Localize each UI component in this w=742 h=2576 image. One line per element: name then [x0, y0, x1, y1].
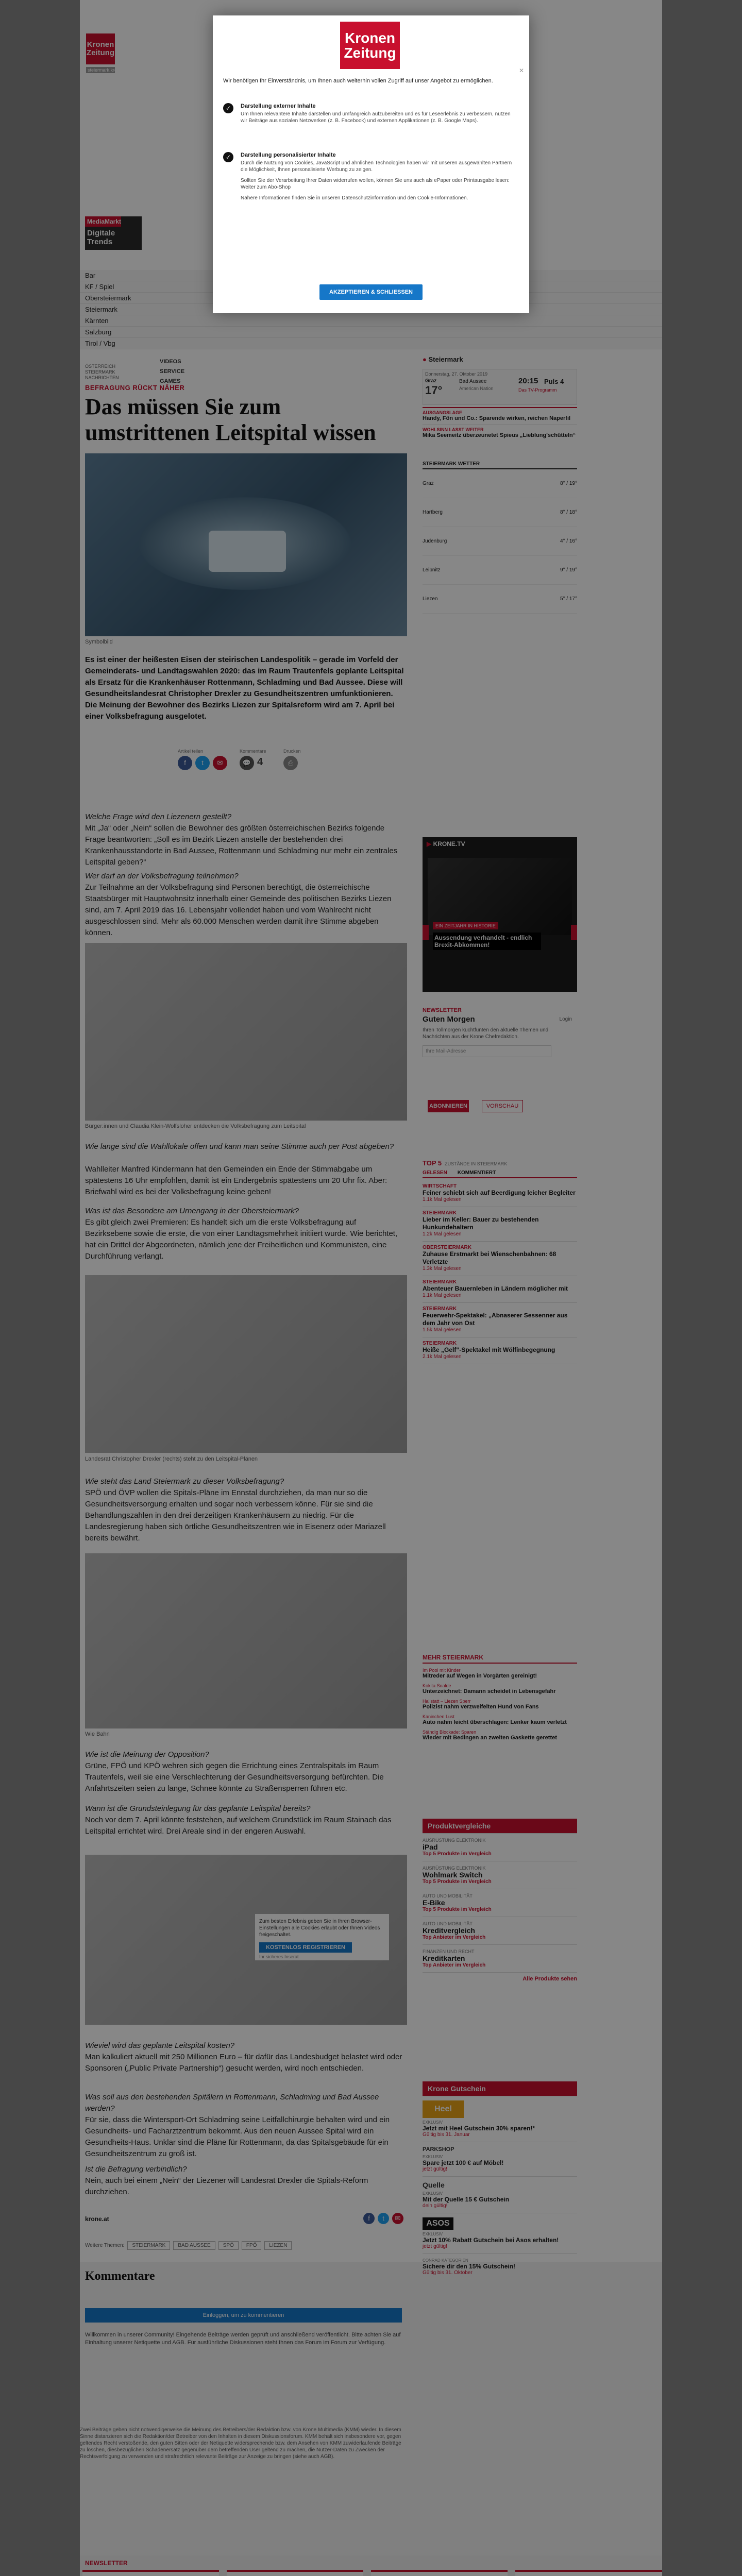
- product-title: Kreditvergleich: [423, 1926, 475, 1935]
- top5-cat: OBERSTEIERMARK: [423, 1245, 472, 1250]
- image-2-caption: Bürger:innen und Claudia Klein-Wolfsloher entdecken die Volksbefragung zum Leitspital: [85, 1123, 306, 1129]
- sidebar-newsletter-label: NEWSLETTER: [423, 1007, 462, 1013]
- product-cat: FINANZEN UND RECHT: [423, 1949, 475, 1954]
- voucher-logo: Heel: [423, 2100, 464, 2118]
- voucher-item-title: Jetzt mit Heel Gutschein 30% sparen!*: [423, 2125, 535, 2132]
- weather-temp: 17°: [425, 384, 443, 397]
- nav-link[interactable]: Tirol / Vbg: [80, 338, 662, 349]
- checkmark-icon[interactable]: ✓: [223, 152, 233, 162]
- newsletter-band-label: NEWSLETTER: [85, 2560, 128, 2567]
- top5-tab-commented[interactable]: KOMMENTIERT: [457, 1170, 496, 1176]
- product-cat: AUTO UND MOBILITÄT: [423, 1893, 473, 1899]
- accept-button[interactable]: AKZEPTIEREN & SCHLIESSEN: [319, 284, 423, 300]
- sidebar-newsletter-login[interactable]: Login: [559, 1016, 572, 1022]
- consent-item-text: Durch die Nutzung von Cookies, JavaScript und ähnlichen Technologien haben wir mit unseren ausgewählten Partnern die Möglichkeit, Ihnen personalisierte Werbung zu zeigen.: [241, 160, 512, 173]
- product-cat: AUTO UND MOBILITÄT: [423, 1921, 473, 1926]
- article-kicker: BEFRAGUNG RÜCKT NÄHER: [85, 384, 185, 392]
- crumb-c[interactable]: NACHRICHTEN: [85, 375, 119, 380]
- weather-row-city: Graz: [423, 481, 434, 486]
- voucher-tag: EXKLUSIV: [423, 2191, 443, 2196]
- sidebar-subscribe-button[interactable]: ABONNIEREN: [428, 1100, 469, 1112]
- sidebar-newsletter-text: Ihren Tollmorgen kuchtfunten den aktuelle Themen und Nachrichten aus der Krone Chefredaktion.: [423, 1027, 549, 1040]
- news-title: Mika Seemeitz überzeunetet Spieus „Lieblung'schütteln“: [423, 432, 576, 438]
- popup-sub: Ihr sicheres Inserat: [259, 1954, 299, 1959]
- top5-meta: 1.1k Mal gelesen: [423, 1293, 462, 1298]
- weather-table-title: STEIERMARK WETTER: [423, 461, 577, 469]
- more-item-title: Polizist nahm verzweifelten Hund von Fans: [423, 1704, 539, 1710]
- mail-icon[interactable]: ✉: [213, 756, 227, 770]
- tv-sub: Das TV-Programm: [518, 387, 557, 393]
- top5-item-title: Feuerwehr-Spektakel: „Abnaserer Sessenner aus dem Jahr von Ost: [423, 1312, 568, 1327]
- print-icon: ⎙: [283, 756, 298, 770]
- question-5: Wie steht das Land Steiermark zu dieser Volksbefragung?: [85, 1477, 284, 1486]
- top5-title: TOP 5: [423, 1159, 442, 1167]
- consent-modal: [213, 15, 529, 313]
- sidebar-newsletter-name: Guten Morgen: [423, 1015, 475, 1024]
- voucher-tag: EXKLUSIV: [423, 2232, 443, 2236]
- location-icon: ●: [423, 355, 427, 363]
- tag-chip[interactable]: FPÖ: [242, 2241, 262, 2250]
- question-9: Was soll aus den bestehenden Spitälern in Rottenmann, Schladming und Bad Aussee werden?: [85, 2093, 379, 2113]
- voucher-logo: PARKSHOP: [423, 2146, 454, 2153]
- tag-chip[interactable]: LIEZEN: [264, 2241, 292, 2250]
- image-4-caption: Wie Bahn: [85, 1731, 110, 1737]
- question-4: Was ist das Besondere am Urnengang in der Obersteiermark?: [85, 1207, 299, 1215]
- news-title: Handy, Fön und Co.: Sparende wirken, reichen Naperfil: [423, 415, 571, 421]
- weather-row-temp: 5° / 17°: [560, 596, 577, 602]
- tab-service[interactable]: SERVICE: [160, 368, 185, 375]
- play-icon: ▶: [427, 840, 432, 848]
- top5-meta: 1.2k Mal gelesen: [423, 1231, 462, 1237]
- answer-6: Grüne, FPÖ und KPÖ wehren sich gegen die Errichtung eines Zentralspitals im Raum Trautenfels, weil sie eine Verschlechterung der Gesundheitsversorgung befürchten. Die Anfahrtszeiten seien zu lange, Schnee könnte zu Straßensperren führen etc.: [85, 1761, 384, 1793]
- answer-4: Es gibt gleich zwei Premieren: Es handelt sich um die erste Volksbefragung auf Bezirksebene sowie die erste, die von einer Landtagsmehrheit initiiert wurde. Wie berichtet, hat ein Drittel der Abgeordneten, nämlich jene der Freiheitlichen und Kommunisten, eine Durchführung verlangt.: [85, 1218, 398, 1261]
- tv-channel: Puls 4: [544, 378, 564, 385]
- voucher-item-title: Spare jetzt 100 € auf Möbel!: [423, 2159, 504, 2166]
- ad-sub: Digitale Trends: [87, 229, 115, 246]
- top5-item-title: Zuhause Erstmarkt bei Wienschenbahnen: 68 Verletzte: [423, 1250, 556, 1265]
- consent-item-title: Darstellung externer Inhalte: [241, 103, 316, 109]
- product-title: E-Bike: [423, 1899, 445, 1907]
- voucher-valid: jetzt gültig!: [423, 2166, 447, 2172]
- top5-meta: 2.1k Mal gelesen: [423, 1354, 462, 1360]
- close-icon[interactable]: ✕: [518, 67, 524, 74]
- consent-abo-note[interactable]: Sollten Sie der Verarbeitung Ihrer Daten widerrufen wollen, können Sie uns auch als ePaper oder Printausgabe lesen: Weiter zum Abo-Shop: [241, 178, 510, 190]
- voucher-title: Krone Gutschein: [423, 2081, 577, 2096]
- tv-time: 20:15: [518, 377, 538, 385]
- more-cat: Ständig Blockade: Sparen: [423, 1730, 477, 1735]
- answer-3: Wahlleiter Manfred Kindermann hat den Gemeinden ein Ende der Stimmabgabe um spätestens 16 Uhr empfohlen, damit ist ein Endergebnis spätestens um 20 Uhr fix. Aber: Briefwahl wird es bei der Volksbefragung keine geben!: [85, 1165, 387, 1196]
- weather-row-city: Judenburg: [423, 538, 447, 544]
- weather-row-temp: 9° / 19°: [560, 567, 577, 573]
- voucher-tag: EXKLUSIV: [423, 2155, 443, 2159]
- nav-link[interactable]: KF / Spiel: [80, 281, 662, 293]
- more-item-title: Mitreder auf Wegen in Vorgärten gereinigt!: [423, 1673, 537, 1679]
- hero-caption: Symbolbild: [85, 639, 113, 645]
- tab-games[interactable]: GAMES: [160, 378, 181, 384]
- question-8: Wieviel wird das geplante Leitspital kosten?: [85, 2041, 235, 2050]
- nav-link[interactable]: Steiermark: [80, 304, 662, 315]
- top5-cat: STEIERMARK: [423, 1306, 457, 1312]
- product-compare-title: Produktvergleiche: [423, 1819, 577, 1833]
- author-source: krone.at: [85, 2215, 109, 2223]
- brand-tag: steiermark.krone.at: [86, 67, 115, 73]
- question-2: Wer darf an der Volksbefragung teilnehmen?: [85, 872, 239, 880]
- comments-rules: Zwei Beiträge geben nicht notwendigerweise die Meinung des Betreibers/der Redaktion bzw. von Krone Multimedia (KMM) wieder. In diesem Sinne distanzieren sich die Redaktion/der Betreiber von den Inhalten in diesem Diskussionsforum. KMM behält sich insbesondere vor, gegen geltendes Recht verstoßende, den guten Sitten oder der Netiquette widersprechende bzw. dem Ansehen von KMM zuwiderlaufende Beiträge zu löschen, diesbezüglichen Schadenersatz gegenüber dem betreffenden User geltend zu machen, die Nutzer-Daten zu Zwecken der Rechtsverfolgung zu verwenden und strafrechtlich relevante Beiträge zur Anzeige zu bringen (siehe auch AGB).: [80, 2427, 401, 2460]
- tv-title: Aussendung verhandelt - endlich Brexit-Abkommen!: [433, 933, 541, 950]
- top5-cat: STEIERMARK: [423, 1279, 457, 1285]
- tag-chip[interactable]: STEIERMARK: [127, 2241, 170, 2250]
- tag-chip[interactable]: SPÖ: [218, 2241, 239, 2250]
- top5-cat: WIRTSCHAFT: [423, 1183, 457, 1189]
- voucher-valid: jetzt gültig!: [423, 2244, 447, 2249]
- product-title: iPad: [423, 1843, 438, 1851]
- mail-icon[interactable]: ✉: [392, 2213, 403, 2224]
- brand-line2: Zeitung: [86, 48, 115, 57]
- print-label: Drucken: [283, 749, 301, 754]
- consent-item-external[interactable]: [223, 103, 517, 124]
- top5-meta: 1.1k Mal gelesen: [423, 1197, 462, 1202]
- tv-label-text: KRONE.TV: [433, 840, 465, 848]
- voucher-item-title: Jetzt 10% Rabatt Gutschein bei Asos erhalten!: [423, 2236, 559, 2244]
- modal-logo-line2: Zeitung: [344, 45, 396, 61]
- question-10: Ist die Befragung verbindlich?: [85, 2165, 187, 2174]
- more-cat: Kaninchen Lust: [423, 1714, 455, 1719]
- answer-1: Mit „Ja“ oder „Nein“ sollen die Bewohner des größten österreichischen Bezirks folgende Frage beantworten: „Soll es im Bezirk Liezen anstelle der bestehenden drei Krankenhausstandorte in Bad Aussee, Rottenmann und Schladming nur mehr ein zentrales Leitspital geben?“: [85, 824, 398, 867]
- comments-title: Kommentare: [85, 2269, 155, 2283]
- top5-meta: 1.3k Mal gelesen: [423, 1266, 462, 1272]
- article-title: Das müssen Sie zum umstrittenen Leitspital wissen: [85, 394, 376, 445]
- question-6: Wie ist die Meinung der Opposition?: [85, 1750, 209, 1759]
- top5-cat: STEIERMARK: [423, 1341, 457, 1346]
- product-link[interactable]: Top Anbieter im Vergleich: [423, 1962, 486, 1968]
- voucher-valid: dein gültig!: [423, 2203, 448, 2209]
- product-link[interactable]: Top 5 Produkte im Vergleich: [423, 1879, 492, 1885]
- more-cat: Im Pool mit Kinder: [423, 1668, 461, 1673]
- weather-row-temp: 4° / 16°: [560, 538, 577, 544]
- more-cat: Kokita Soalde: [423, 1683, 451, 1688]
- popup-register-button[interactable]: KOSTENLOS REGISTRIEREN: [259, 1942, 352, 1953]
- news-tag: WOHLSINN LASST WEITER: [423, 427, 484, 432]
- sidebar-newsletter-input[interactable]: Ihre Mail-Adresse: [423, 1045, 551, 1057]
- more-title: MEHR STEIERMARK: [423, 1654, 577, 1664]
- twitter-icon[interactable]: t: [378, 2213, 389, 2224]
- answer-8: Man kalkuliert aktuell mit 250 Millionen Euro – für dafür das Landesbudget belastet wird oder Sponsoren („Public Private Partnership“) gesucht werden, wird noch entschieden.: [85, 2053, 402, 2073]
- product-link[interactable]: Top 5 Produkte im Vergleich: [423, 1851, 492, 1857]
- voucher-valid: Gültig bis 31. Januar: [423, 2132, 470, 2138]
- article-lead: Es ist einer der heißesten Eisen der steirischen Landespolitik – gerade im Vorfeld der Gemeinderats- und Landtagswahlen 2020: das im Raum Trautenfels geplante Leitspital als Ersatz für die Krankenhäuser Rottenmann, Schladming und Bad Aussee. Diese will Gesundheitslandesrat Christopher Drexler zu Gesundheitszentren umfunktionieren. Die Meinung der Bewohner des Bezirks Liezen zur Spitalsreform wird am 7. April bei einer Volksbefragung ausgelotet.: [85, 655, 404, 721]
- ad-title: MediaMarkt: [85, 216, 121, 227]
- answer-7: Noch vor dem 7. April könnte feststehen, auf welchem Grundstück im Raum Stainach das Leitspital errichtet wird. Drei Areale sind in der engeren Auswahl.: [85, 1816, 392, 1836]
- more-item-title: Auto nahm leicht überschlagen: Lenker kaum verletzt: [423, 1719, 567, 1725]
- tags-label: Weitere Themen:: [85, 2243, 125, 2248]
- voucher-logo: ASOS: [423, 2217, 453, 2230]
- twitter-icon[interactable]: t: [195, 756, 210, 770]
- weather-row-temp: 8° / 18°: [560, 510, 577, 515]
- login-to-comment-button[interactable]: Einloggen, um zu kommentieren: [85, 2308, 402, 2323]
- modal-logo: [340, 22, 400, 69]
- product-title: Wohlmark Switch: [423, 1871, 483, 1879]
- facebook-icon[interactable]: f: [178, 756, 192, 770]
- answer-9: Für sie, dass die Wintersport-Ort Schladming seine Leitfallchirurgie behalten wird und ein Gesundheits- und Facharztzentrum bekommt. Aus den neuen Aussee Spital wird ein Gesundheits-Haus. Unklar sind die Pläne für Rottenmann, da das Spitalsgebäude für ein Gesundheitszentrum zu groß ist.: [85, 2115, 390, 2158]
- consent-item-personalized[interactable]: [223, 152, 517, 201]
- question-3: Wie lange sind die Wahllokale offen und kann man seine Stimme auch per Post abgeben?: [85, 1142, 394, 1151]
- answer-10: Nein, auch bei einem „Nein“ der Liezener will Landesrat Drexler die Spitals-Reform durchziehen.: [85, 2176, 368, 2196]
- voucher-logo: Quelle: [423, 2181, 445, 2189]
- top5-item-title: Lieber im Keller: Bauer zu bestehenden Hunkundehaltern: [423, 1216, 539, 1231]
- nav-link[interactable]: Salzburg: [80, 327, 662, 338]
- weather-label2: American Nation: [459, 386, 494, 391]
- more-cat: Hallstatt – Liezen Sperr: [423, 1699, 471, 1704]
- region-name: Steiermark: [428, 355, 463, 363]
- consent-item-text: Um Ihnen relevantere Inhalte darstellen und umfangreich aufzubereiten und es für Leseerlebnis zu verbessern, nutzen wir Beiträge aus sozialen Netzwerken (z. B. Facebook) und externen Applikationen (z. B. Google Maps).: [241, 111, 511, 124]
- question-1: Welche Frage wird den Liezenern gestellt?: [85, 812, 232, 821]
- tv-tag: EIN ZEITJAHR IN HISTORIE: [433, 922, 498, 929]
- consent-item-title: Darstellung personalisierter Inhalte: [241, 152, 336, 158]
- answer-5: SPÖ und ÖVP wollen die Spitals-Pläne im Ennstal durchziehen, da man nur so die Gesundheitsversorgung erhalten und sogar noch verbessern könne. Für sie sind die Behandlungszahlen in den drei derzeitigen Krankenhäusern zu niedrig. Für die Landesregierung haben sich örtliche Gesundheitszentren wie in Eisenerz oder Mariazell bereits bewährt.: [85, 1488, 386, 1543]
- product-title: Kreditkarten: [423, 1954, 465, 1962]
- more-item-title: Unterzeichnet: Damann scheidet in Lebensgefahr: [423, 1688, 556, 1694]
- popup-text: Zum besten Erlebnis geben Sie in Ihren Browser-Einstellungen alle Cookies erlaubt oder Ihnen Videos freigeschaltet.: [259, 1919, 380, 1938]
- tab-videos[interactable]: VIDEOS: [160, 359, 181, 365]
- tag-chip[interactable]: BAD AUSSEE: [173, 2241, 215, 2250]
- top5-item-title: Feiner schiebt sich auf Beerdigung leicher Begleiter: [423, 1189, 576, 1196]
- brand-line1: Kronen: [87, 40, 114, 49]
- weather-city: Graz: [425, 378, 437, 384]
- product-link[interactable]: Top 5 Produkte im Vergleich: [423, 1907, 492, 1912]
- question-7: Wann ist die Grundsteinlegung für das geplante Leitspital bereits?: [85, 1804, 311, 1813]
- comment-icon: 💬: [240, 756, 254, 770]
- weather-row-temp: 8° / 19°: [560, 481, 577, 486]
- share-label: Artikel teilen: [178, 749, 204, 754]
- product-cat: AUSRÜSTUNG ELEKTRONIK: [423, 1866, 486, 1871]
- voucher-tag: EXKLUSIV: [423, 2120, 443, 2125]
- all-products-link[interactable]: Alle Produkte sehen: [423, 1972, 577, 1982]
- consent-intro: Wir benötigen Ihr Einverständnis, um Ihnen auch weiterhin vollen Zugriff auf unser Angebot zu ermöglichen.: [223, 78, 493, 84]
- top5-tab-read[interactable]: GELESEN: [423, 1170, 447, 1176]
- nav-link[interactable]: Kärnten: [80, 315, 662, 327]
- crumb-b[interactable]: STEIERMARK: [85, 369, 115, 375]
- weather-date: Donnerstag, 27. Oktober 2019: [425, 371, 488, 377]
- nav-link[interactable]: Bar: [80, 270, 662, 281]
- consent-privacy-note[interactable]: Nähere Informationen finden Sie in unseren Datenschutzinformation und den Cookie-Informationen.: [241, 195, 468, 201]
- product-link[interactable]: Top Anbieter im Vergleich: [423, 1935, 486, 1940]
- more-item-title: Wieder mit Bedingen an zweiten Gaskette gerettet: [423, 1735, 557, 1741]
- news-tag: AUSGANGSLAGE: [423, 410, 463, 415]
- voucher-valid: Gültig bis 31. Oktober: [423, 2270, 473, 2276]
- top5-item-title: Abenteuer Bauernleben in Ländern möglicher mit: [423, 1285, 568, 1292]
- voucher-item-title: Mit der Quelle 15 € Gutschein: [423, 2196, 510, 2203]
- weather-row-city: Liezen: [423, 596, 438, 602]
- sidebar-preview-button[interactable]: VORSCHAU: [482, 1100, 523, 1112]
- weather-row-city: Leibnitz: [423, 567, 441, 573]
- product-cat: AUSRÜSTUNG ELEKTRONIK: [423, 1838, 486, 1843]
- comments-note: Willkommen in unserer Community! Eingehende Beiträge werden geprüft und anschließend veröffentlicht. Bitte achten Sie auf Einhaltung unserer Netiquette und AGB. Für ausführliche Diskussionen steht Ihnen das Forum im Forum zur Verfügung.: [85, 2332, 401, 2346]
- nav-link[interactable]: Obersteiermark: [80, 293, 662, 304]
- top5-cat: STEIERMARK: [423, 1210, 457, 1216]
- comments-label: Kommentare: [240, 749, 266, 754]
- weather-extra: Bad Aussee: [459, 379, 487, 384]
- facebook-icon[interactable]: f: [363, 2213, 375, 2224]
- top5-meta: 1.5k Mal gelesen: [423, 1327, 462, 1333]
- comments-count: 4: [257, 756, 263, 768]
- voucher-tag: CONRAD KATEGORIEN: [423, 2258, 468, 2263]
- crumb-a[interactable]: ÖSTERREICH: [85, 364, 116, 369]
- checkmark-icon[interactable]: ✓: [223, 103, 233, 113]
- top5-sub: ZUSTÄNDE IN STEIERMARK: [445, 1161, 508, 1166]
- modal-logo-line1: Kronen: [345, 29, 395, 46]
- image-3-caption: Landesrat Christopher Drexler (rechts) steht zu den Leitspital-Plänen: [85, 1456, 258, 1462]
- top5-item-title: Heiße „Gelf“-Spektakel mit Wölfinbegegnung: [423, 1346, 555, 1353]
- weather-row-city: Hartberg: [423, 510, 443, 515]
- answer-2: Zur Teilnahme an der Volksbefragung sind Personen berechtigt, die österreichische Staatsbürger mit Hauptwohnsitz innerhalb einer Gemeinde des politischen Bezirks Liezen sind, am 7. April 2019 das 16. Lebensjahr vollendet haben und vom Wahlrecht nicht ausgeschlossen sind. Mehr als 60.000 Menschen werden damit ihre Stimme abgeben können.: [85, 883, 392, 937]
- voucher-item-title: Sichere dir den 15% Gutschein!: [423, 2263, 516, 2270]
